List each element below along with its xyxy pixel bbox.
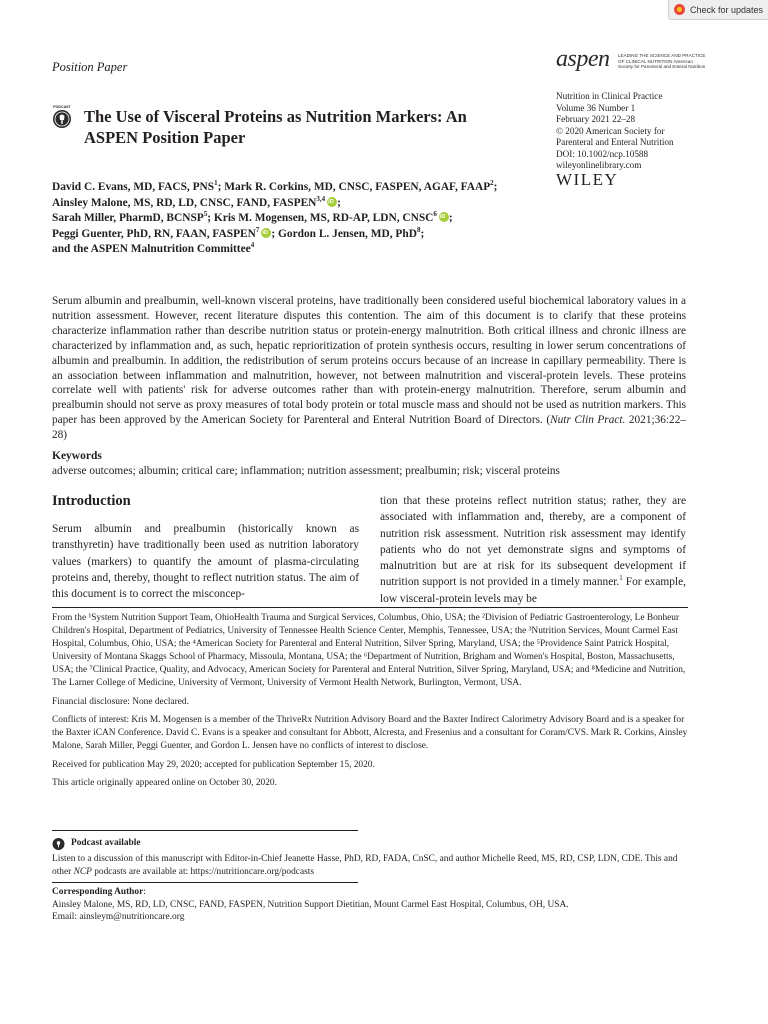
author-name: David C. Evans, MD, FACS, PNS (52, 181, 215, 193)
author-affiliation-marker: 5 (203, 210, 208, 219)
publisher-logo: WILEY (556, 170, 619, 189)
intro-right-text-continued: For example, low visceral-protein levels may be (380, 576, 686, 605)
podcast-box (52, 835, 686, 878)
footnote-divider (52, 607, 688, 608)
aspen-logo-text: aspen (556, 46, 610, 72)
keywords-heading: Keywords (52, 450, 102, 462)
journal-info-line: February 2021 22–28 (556, 114, 636, 124)
author-affiliation-marker: 6 (433, 210, 437, 219)
keywords-text: adverse outcomes; albumin; critical care; inflammation; nutrition assessment; prealbumin; risk; visceral proteins (52, 465, 560, 477)
author-affiliation-marker: 3,4 (316, 194, 326, 203)
podcast-heading (52, 835, 686, 851)
author-affiliation-marker: 4 (250, 241, 255, 250)
author-name: and the ASPEN Malnutrition Committee (52, 243, 251, 256)
intro-right-text: tion that these proteins reflect nutrition status; rather, they are associated with inflammation and, thereby, are a component of nutrition risk assessment. Nutrition risk assessment may identify patients who do not yet demonstrate signs and symptoms of malnutrition but are at risk for its subsequent development if nutrition support is not provided in a timely manner. (380, 495, 686, 589)
corresponding-email[interactable]: Email: ainsleym@nutritioncare.org (52, 912, 185, 923)
corresponding-name: Ainsley Malone, MS, RD, LD, CNSC, FAND, FASPEN, Nutrition Support Dietitian, Mount Carmel East Hospital, Columbus, OH, USA. (52, 899, 569, 910)
journal-info (556, 91, 746, 172)
journal-info-line: Nutrition in Clinical Practice (556, 91, 663, 101)
crossmark-icon (674, 4, 685, 15)
author-separator: ; (337, 196, 341, 209)
intro-right-column (380, 493, 686, 607)
author-affiliation-marker: 8 (416, 225, 421, 234)
aspen-logo (556, 46, 706, 76)
footnotes (52, 612, 688, 796)
paper-type-label: Position Paper (52, 60, 128, 74)
author-affiliation-marker: 7 (255, 225, 260, 234)
author-affiliation-marker: 2 (490, 179, 494, 188)
abstract-citation-journal: Nutr Clin Pract. (550, 414, 626, 427)
journal-info-line: DOI: 10.1002/ncp.10588 (556, 148, 649, 159)
journal-info-line: © 2020 American Society for (556, 125, 665, 136)
article-title: The Use of Visceral Proteins as Nutrition Markers: An ASPEN Position Paper (84, 107, 467, 147)
podcast-title: Podcast available (71, 837, 141, 848)
podcast-icon-label: PODCAST (53, 105, 71, 109)
orcid-icon[interactable] (327, 197, 337, 207)
affiliations: From the ¹System Nutrition Support Team, OhioHealth Trauma and Surgical Services, Columbus, Ohio, USA; the ²Division of Pediatric Gastroenterology, Le Bonheur Children's Hospital, Department of Pediatrics, University of Tennessee Health Science Center, Memphis, Tennessee, USA; the ³Nutrition Services, Mount Carmel East Hospital, Columbus, Ohio, USA; the ⁴American Society for Parenteral and Enteral Nutrition, Silver Spring, Maryland, USA; the ⁵Providence Saint Patrick Hospital, University of Montana Skaggs School of Pharmacy, Missoula, Montana, USA; the ⁶Department of Nutrition, Brigham and Women's Hospital, Boston, Massachusetts, USA; the ⁷Clinical Practice, Quality, and Advocacy, American Society for Parenteral and Enteral Nutrition, Silver Spring, Maryland, USA; and ⁸Medicine and Nutrition, The Larner College of Medicine, University of Vermont, University of Vermont Health Network, Burlington, Vermont, USA. (52, 613, 686, 688)
author-list (52, 180, 522, 258)
conflicts-of-interest: Conflicts of interest: Kris M. Mogensen is a member of the ThriveRx Nutrition Advisory Board and the Baxter Indirect Calorimetry Advisory Board and is a speaker for the Baxter iCAN Conference. David C. Evans is a speaker and consultant for Abbott, Alcresta, and Fresenius and a consultant for Coram/CVS. Mark R. Corkins, Ainsley Malone, Sarah Miller, Peggi Guenter, and Gordon L. Jensen have no conflicts of interest to disclose. (52, 715, 688, 751)
podcast-icon (52, 104, 72, 130)
abstract-citation-rest: 2021;36:22–28) (52, 414, 686, 442)
introduction-heading: Introduction (52, 493, 131, 509)
author-affiliation-marker: 1 (214, 179, 218, 188)
podcast-link-text[interactable]: podcasts are available at: https://nutritioncare.org/podcasts (91, 866, 315, 877)
author-separator: ; (493, 181, 498, 193)
corresponding-author: Corresponding Author: Ainsley Malone, MS, RD, LD, CNSC, FAND, FASPEN, Nutrition Support Dietitian, Mount Carmel East Hospital, Columbus, OH, USA. Email: ainsleym@nutritioncare.org (52, 886, 686, 924)
author-separator: ; (217, 181, 225, 193)
publication-dates: Received for publication May 29, 2020; accepted for publication September 15, 2020. (52, 759, 375, 770)
author-name: Ainsley Malone, MS, RD, LD, CNSC, FAND, FASPEN (52, 196, 317, 209)
author-separator: ; (271, 227, 279, 240)
abstract (52, 294, 686, 443)
corresponding-divider (52, 882, 358, 883)
author-name: Kris M. Mogensen, MS, RD-AP, LDN, CNSC (213, 212, 434, 225)
journal-info-line: Parenteral and Enteral Nutrition (556, 137, 674, 147)
check-for-updates-label: Check for updates (690, 4, 764, 15)
online-date: This article originally appeared online on October 30, 2020. (52, 778, 277, 788)
author-separator: ; (420, 227, 425, 240)
journal-info-line: Volume 36 Number 1 (556, 102, 636, 113)
reference-marker: 1 (619, 574, 623, 583)
orcid-icon[interactable] (261, 228, 271, 238)
podcast-description (52, 853, 686, 878)
author-separator: ; (448, 212, 453, 225)
aspen-logo-tagline: LEADING THE SCIENCE AND PRACTICE OF CLINICAL NUTRITION American Society for Parenteral and Enteral Nutrition (618, 53, 706, 70)
author-name: Sarah Miller, PharmD, BCNSP (52, 212, 204, 225)
author-name: Gordon L. Jensen, MD, PhD (278, 227, 417, 240)
orcid-icon[interactable] (439, 212, 449, 222)
author-name: Peggi Guenter, PhD, RN, FAAN, FASPEN (52, 227, 256, 240)
intro-left-column: Serum albumin and prealbumin (historically known as transthyretin) have traditionally been used as nutrition laboratory values (markers) to quantify the amount of plasma-circulating proteins and, thereby, thought to reflect nutrition status. The aim of this document is to correct the misconcep- (52, 523, 359, 601)
financial-disclosure: Financial disclosure: None declared. (52, 696, 189, 707)
check-for-updates-button[interactable] (668, 0, 768, 20)
podcast-journal-abbrev: NCP (73, 866, 92, 877)
abstract-text: Serum albumin and prealbumin, well-known visceral proteins, have traditionally been considered useful biochemical laboratory values in a nutrition assessment. However, recent literature disputes this contention. The aim of this document is to clarify that these proteins characterize inflammation rather than describe nutrition status or protein-energy malnutrition. Both critical illness and chronic illness are characterized by inflammation and, as such, hepatic reprioritization of protein synthesis occurs, resulting in lower serum concentrations of albumin and prealbumin. In addition, the redistribution of serum proteins occurs because of an increase in capillary permeability. There is an association between inflammation and malnutrition, however, not between malnutrition and visceral-protein levels. These proteins correlate well with patients' risk for adverse outcomes rather than with protein-energy malnutrition. Therefore, serum albumin and prealbumin should not serve as proxy measures of total body protein or total muscle mass and should not be used as nutrition markers. This paper has been approved by the American Society for Parenteral and Enteral Nutrition Board of Directors. ( (52, 295, 686, 427)
podcast-text: Listen to a discussion of this manuscript with Editor-in-Chief Jeanette Hasse, PhD, RD, FADA, CnSC, and author Michelle Reed, MS, RD, CSP, LDN, CDE. This and other (52, 854, 678, 877)
journal-info-line: wileyonlinelibrary.com (556, 160, 642, 170)
author-separator: ; (207, 212, 214, 225)
author-name: Mark R. Corkins, MD, CNSC, FASPEN, AGAF, FAAP (224, 181, 491, 193)
corresponding-heading: Corresponding Author (52, 887, 144, 897)
podcast-small-icon (52, 835, 65, 851)
podcast-divider (52, 830, 358, 831)
